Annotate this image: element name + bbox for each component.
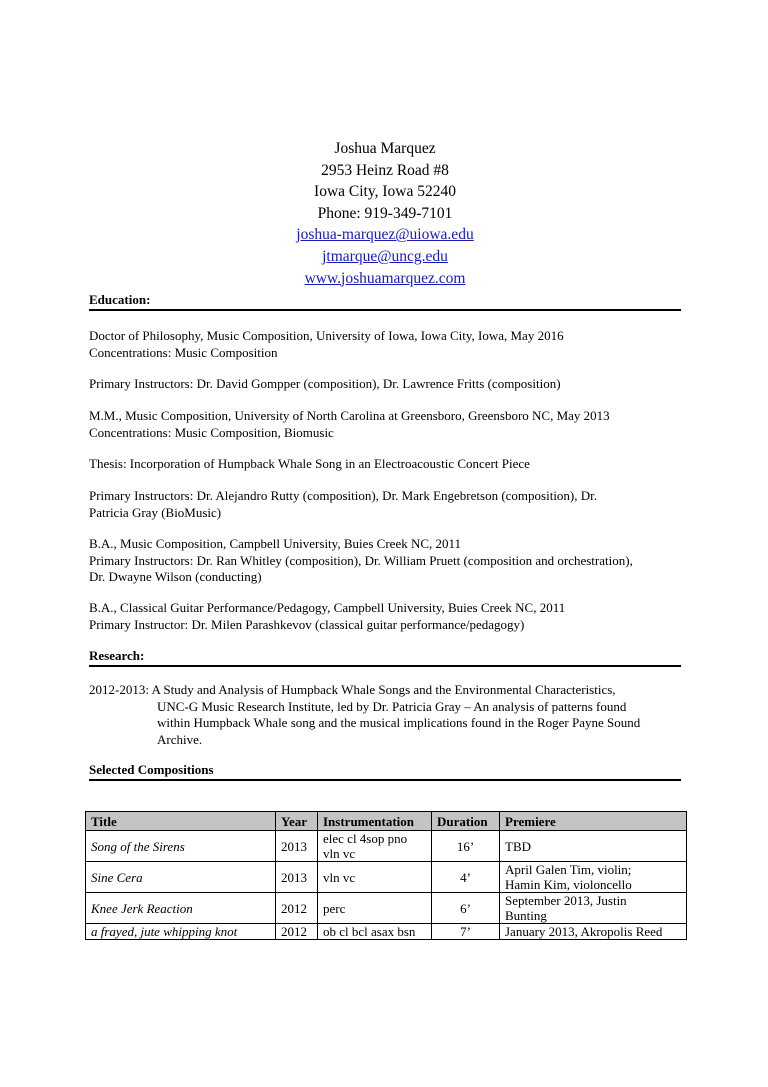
contact-header — [89, 138, 681, 289]
address-line-1: 2953 Heinz Road #8 — [321, 161, 449, 179]
duration-cell: 7’ — [432, 924, 500, 940]
title-cell: Sine Cera — [86, 862, 276, 893]
duration-cell: 6’ — [432, 893, 500, 924]
education-ba-composition — [89, 536, 689, 586]
column-header: Duration — [432, 812, 500, 831]
education-phd — [89, 328, 689, 361]
email-link-uiowa[interactable]: joshua-marquez@uiowa.edu — [296, 226, 474, 244]
column-header: Title — [86, 812, 276, 831]
text-line: Concentrations: Music Composition, Biomusic — [89, 424, 334, 440]
text-line: April Galen Tim, violin; — [505, 862, 632, 877]
duration-cell: 16’ — [432, 831, 500, 862]
text-line: Doctor of Philosophy, Music Composition, University of Iowa, Iowa City, Iowa, May 2016 — [89, 328, 564, 343]
table-row — [86, 862, 687, 893]
compositions-heading: Selected Compositions — [89, 762, 681, 781]
education-thesis — [89, 456, 689, 473]
applicant-name: Joshua Marquez — [334, 140, 436, 157]
title-cell: Song of the Sirens — [86, 831, 276, 862]
premiere-cell — [500, 862, 687, 893]
education-mm — [89, 408, 689, 441]
table-row — [86, 893, 687, 924]
email-link-uncg[interactable]: jtmarque@uncg.edu — [322, 247, 448, 265]
duration-cell: 4’ — [432, 862, 500, 893]
text-line: Patricia Gray (BioMusic) — [89, 504, 222, 520]
instrumentation-cell: perc — [318, 893, 432, 924]
text-line: Dr. Dwayne Wilson (conducting) — [89, 569, 262, 584]
address-line-2: Iowa City, Iowa 52240 — [314, 183, 456, 201]
premiere-cell — [500, 893, 687, 924]
year-cell: 2013 — [276, 831, 318, 862]
text-line: Archive. — [157, 731, 203, 747]
table-row — [86, 831, 687, 862]
text-line: within Humpback Whale song and the musical implications found in the Roger Payne Sound — [157, 715, 641, 730]
education-mm-instructors — [89, 488, 689, 521]
premiere-cell: TBD — [500, 831, 687, 862]
column-header: Instrumentation — [318, 812, 432, 831]
education-ba-guitar — [89, 600, 689, 633]
website-link[interactable]: www.joshuamarquez.com — [304, 269, 466, 287]
research-heading: Research: — [89, 648, 681, 667]
compositions-table — [85, 811, 687, 940]
title-cell: Knee Jerk Reaction — [86, 893, 276, 924]
title-cell: a frayed, jute whipping knot — [86, 924, 276, 940]
text-line: Primary Instructors: Dr. Alejandro Rutty (composition), Dr. Mark Engebretson (composition), Dr. — [89, 488, 598, 503]
column-header: Year — [276, 812, 318, 831]
text-line: Primary Instructors: Dr. Ran Whitley (composition), Dr. William Pruett (composition and orchestration), — [89, 552, 633, 568]
year-cell: 2012 — [276, 924, 318, 940]
table-row — [86, 924, 687, 940]
text-line: Concentrations: Music Composition — [89, 344, 278, 360]
premiere-cell: January 2013, Akropolis Reed — [500, 924, 687, 940]
year-cell: 2012 — [276, 893, 318, 924]
column-header: Premiere — [500, 812, 687, 831]
research-entry — [89, 682, 689, 748]
text-line: B.A., Classical Guitar Performance/Pedagogy, Campbell University, Buies Creek NC, 2011 — [89, 600, 566, 615]
instrumentation-cell: vln vc — [318, 862, 432, 893]
text-line: Hamin Kim, violoncello — [505, 877, 632, 892]
text-line: Primary Instructor: Dr. Milen Parashkevov (classical guitar performance/pedagogy) — [89, 616, 525, 632]
text-line: Thesis: Incorporation of Humpback Whale Song in an Electroacoustic Concert Piece — [89, 456, 530, 471]
instrumentation-cell: ob cl bcl asax bsn — [318, 924, 432, 940]
education-heading: Education: — [89, 292, 681, 311]
instrumentation-cell — [318, 831, 432, 862]
text-line: elec cl 4sop pno — [323, 831, 408, 846]
text-line: 2012-2013: A Study and Analysis of Humpback Whale Songs and the Environmental Characteristics, — [89, 682, 616, 697]
education-phd-instructors — [89, 376, 689, 393]
year-cell: 2013 — [276, 862, 318, 893]
text-line: September 2013, Justin — [505, 893, 627, 908]
text-line: M.M., Music Composition, University of North Carolina at Greensboro, Greensboro NC, May 2013 — [89, 408, 610, 423]
text-line: vln vc — [323, 846, 356, 861]
phone: Phone: 919-349-7101 — [317, 204, 453, 222]
text-line: Primary Instructors: Dr. David Gompper (composition), Dr. Lawrence Fritts (composition) — [89, 376, 561, 391]
text-line: B.A., Music Composition, Campbell University, Buies Creek NC, 2011 — [89, 536, 462, 551]
text-line: Bunting — [505, 908, 547, 923]
text-line: UNC-G Music Research Institute, led by Dr. Patricia Gray – An analysis of patterns found — [157, 698, 627, 714]
table-header-row — [86, 812, 687, 831]
